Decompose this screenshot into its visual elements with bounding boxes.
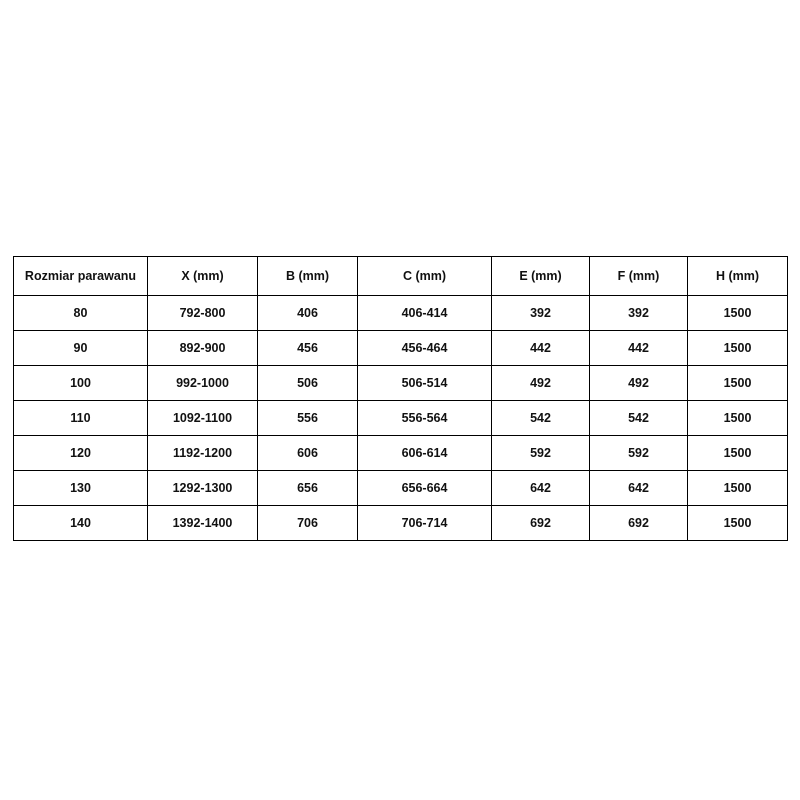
column-header-x: X (mm) [148, 257, 258, 296]
column-header-size: Rozmiar parawanu [14, 257, 148, 296]
cell-h: 1500 [688, 331, 788, 366]
size-table [13, 256, 788, 541]
cell-size: 130 [14, 471, 148, 506]
cell-e: 442 [492, 331, 590, 366]
table-body [14, 296, 788, 541]
cell-c: 556-564 [358, 401, 492, 436]
column-header-c: C (mm) [358, 257, 492, 296]
column-header-b: B (mm) [258, 257, 358, 296]
cell-b: 506 [258, 366, 358, 401]
table-row [14, 401, 788, 436]
table-header-row [14, 257, 788, 296]
cell-b: 656 [258, 471, 358, 506]
cell-c: 656-664 [358, 471, 492, 506]
cell-size: 80 [14, 296, 148, 331]
table-row [14, 436, 788, 471]
cell-x: 1292-1300 [148, 471, 258, 506]
table-row [14, 506, 788, 541]
column-header-h: H (mm) [688, 257, 788, 296]
cell-x: 1392-1400 [148, 506, 258, 541]
cell-b: 406 [258, 296, 358, 331]
column-header-f: F (mm) [590, 257, 688, 296]
cell-c: 606-614 [358, 436, 492, 471]
cell-c: 406-414 [358, 296, 492, 331]
table-row [14, 366, 788, 401]
table-header [14, 257, 788, 296]
cell-e: 592 [492, 436, 590, 471]
cell-c: 456-464 [358, 331, 492, 366]
table-row [14, 331, 788, 366]
cell-h: 1500 [688, 506, 788, 541]
cell-size: 90 [14, 331, 148, 366]
cell-e: 542 [492, 401, 590, 436]
cell-e: 692 [492, 506, 590, 541]
cell-x: 1092-1100 [148, 401, 258, 436]
cell-h: 1500 [688, 366, 788, 401]
cell-x: 792-800 [148, 296, 258, 331]
column-header-e: E (mm) [492, 257, 590, 296]
cell-x: 992-1000 [148, 366, 258, 401]
cell-f: 492 [590, 366, 688, 401]
table-row [14, 296, 788, 331]
cell-size: 140 [14, 506, 148, 541]
cell-f: 442 [590, 331, 688, 366]
cell-size: 110 [14, 401, 148, 436]
cell-b: 606 [258, 436, 358, 471]
cell-b: 456 [258, 331, 358, 366]
cell-c: 706-714 [358, 506, 492, 541]
cell-e: 392 [492, 296, 590, 331]
cell-b: 556 [258, 401, 358, 436]
cell-f: 542 [590, 401, 688, 436]
cell-e: 642 [492, 471, 590, 506]
table-row [14, 471, 788, 506]
cell-e: 492 [492, 366, 590, 401]
cell-h: 1500 [688, 296, 788, 331]
cell-f: 692 [590, 506, 688, 541]
cell-h: 1500 [688, 471, 788, 506]
cell-c: 506-514 [358, 366, 492, 401]
cell-b: 706 [258, 506, 358, 541]
size-table-container [13, 256, 787, 541]
cell-f: 642 [590, 471, 688, 506]
cell-f: 392 [590, 296, 688, 331]
cell-x: 892-900 [148, 331, 258, 366]
cell-h: 1500 [688, 401, 788, 436]
cell-h: 1500 [688, 436, 788, 471]
cell-size: 100 [14, 366, 148, 401]
cell-size: 120 [14, 436, 148, 471]
cell-x: 1192-1200 [148, 436, 258, 471]
cell-f: 592 [590, 436, 688, 471]
